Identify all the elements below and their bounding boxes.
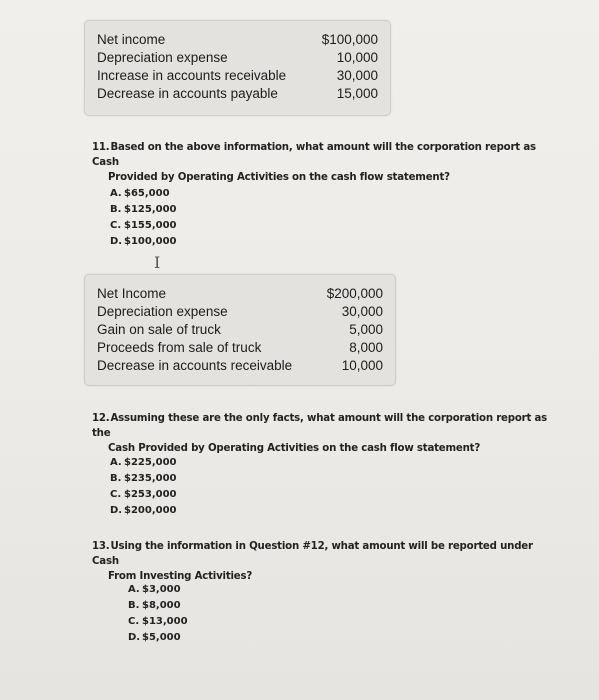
box2-row-value: $200,000: [326, 286, 383, 301]
question-text-line2: Provided by Operating Activities on the cash flow statement?: [108, 172, 450, 183]
info-box-q11: [84, 20, 391, 116]
option-letter: D.: [110, 236, 123, 247]
option-text: $13,000: [142, 616, 188, 627]
box1-row: [97, 67, 378, 85]
option-d[interactable]: [110, 503, 177, 519]
question-text-line2: Cash Provided by Operating Activities on the cash flow statement?: [108, 443, 481, 454]
question-text-line1: Assuming these are the only facts, what amount will the corporation report as the: [92, 413, 548, 439]
question-13: [92, 539, 562, 584]
question-number: 11.: [92, 142, 110, 153]
box1-row-label: Net income: [97, 32, 166, 47]
option-text: $125,000: [124, 204, 177, 215]
option-text: $155,000: [124, 220, 177, 231]
box1-row: [97, 85, 378, 103]
box1-row-value: $100,000: [321, 32, 378, 47]
options-q12: [110, 455, 177, 519]
option-text: $235,000: [124, 473, 177, 484]
option-text: $3,000: [142, 584, 181, 595]
option-c[interactable]: [128, 614, 188, 630]
option-text: $5,000: [142, 632, 181, 643]
option-text: $200,000: [124, 505, 177, 516]
box2-row-label: Net Income: [97, 286, 167, 301]
option-text: $253,000: [124, 489, 177, 500]
box2-row-value: 10,000: [341, 358, 383, 373]
option-a[interactable]: [128, 582, 188, 598]
box1-row-value: 15,000: [336, 86, 378, 101]
option-letter: B.: [110, 473, 122, 484]
box2-row-value: 30,000: [341, 304, 383, 319]
question-number: 12.: [92, 413, 110, 424]
question-text-line2: From Investing Activities?: [108, 571, 253, 582]
box2-row: [97, 285, 383, 303]
box2-row-label: Depreciation expense: [97, 304, 228, 319]
option-letter: C.: [110, 220, 122, 231]
question-text-line1: Using the information in Question #12, what amount will be reported under Cash: [92, 541, 533, 567]
option-letter: A.: [110, 188, 122, 199]
option-letter: B.: [128, 600, 140, 611]
option-b[interactable]: [128, 598, 188, 614]
box1-row-label: Increase in accounts receivable: [97, 68, 287, 83]
box2-row-value: 5,000: [349, 322, 383, 337]
option-a[interactable]: [110, 455, 177, 471]
option-letter: D.: [110, 505, 123, 516]
box1-row-value: 30,000: [336, 68, 378, 83]
box2-row-label: Gain on sale of truck: [97, 322, 221, 337]
options-q13: [128, 582, 188, 646]
box2-row-label: Proceeds from sale of truck: [97, 340, 262, 355]
question-12: [92, 411, 562, 456]
option-text: $225,000: [124, 457, 177, 468]
option-d[interactable]: [128, 630, 188, 646]
option-letter: A.: [128, 584, 140, 595]
box2-row: [97, 321, 383, 339]
option-text: $65,000: [124, 188, 170, 199]
box1-row-label: Decrease in accounts payable: [97, 86, 278, 101]
box1-row: [97, 49, 378, 67]
option-letter: D.: [128, 632, 141, 643]
box2-row: [97, 303, 383, 321]
option-letter: B.: [110, 204, 122, 215]
option-c[interactable]: [110, 487, 177, 503]
info-box-q12: [84, 274, 396, 386]
box1-row: [97, 31, 378, 49]
question-number: 13.: [92, 541, 110, 552]
option-text: $100,000: [124, 236, 177, 247]
option-a[interactable]: [110, 186, 177, 202]
text-cursor-icon: I: [154, 253, 161, 272]
option-letter: C.: [128, 616, 140, 627]
options-q11: [110, 186, 177, 250]
option-b[interactable]: [110, 202, 177, 218]
option-d[interactable]: [110, 234, 177, 250]
box2-row-label: Decrease in accounts receivable: [97, 358, 293, 373]
option-letter: C.: [110, 489, 122, 500]
box2-row-value: 8,000: [349, 340, 383, 355]
question-11: [92, 140, 562, 185]
option-text: $8,000: [142, 600, 181, 611]
option-c[interactable]: [110, 218, 177, 234]
box1-row-value: 10,000: [336, 50, 378, 65]
box2-row: [97, 339, 383, 357]
option-letter: A.: [110, 457, 122, 468]
option-b[interactable]: [110, 471, 177, 487]
box2-row: [97, 357, 383, 375]
box1-row-label: Depreciation expense: [97, 50, 228, 65]
question-text-line1: Based on the above information, what amount will the corporation report as Cash: [92, 142, 536, 168]
